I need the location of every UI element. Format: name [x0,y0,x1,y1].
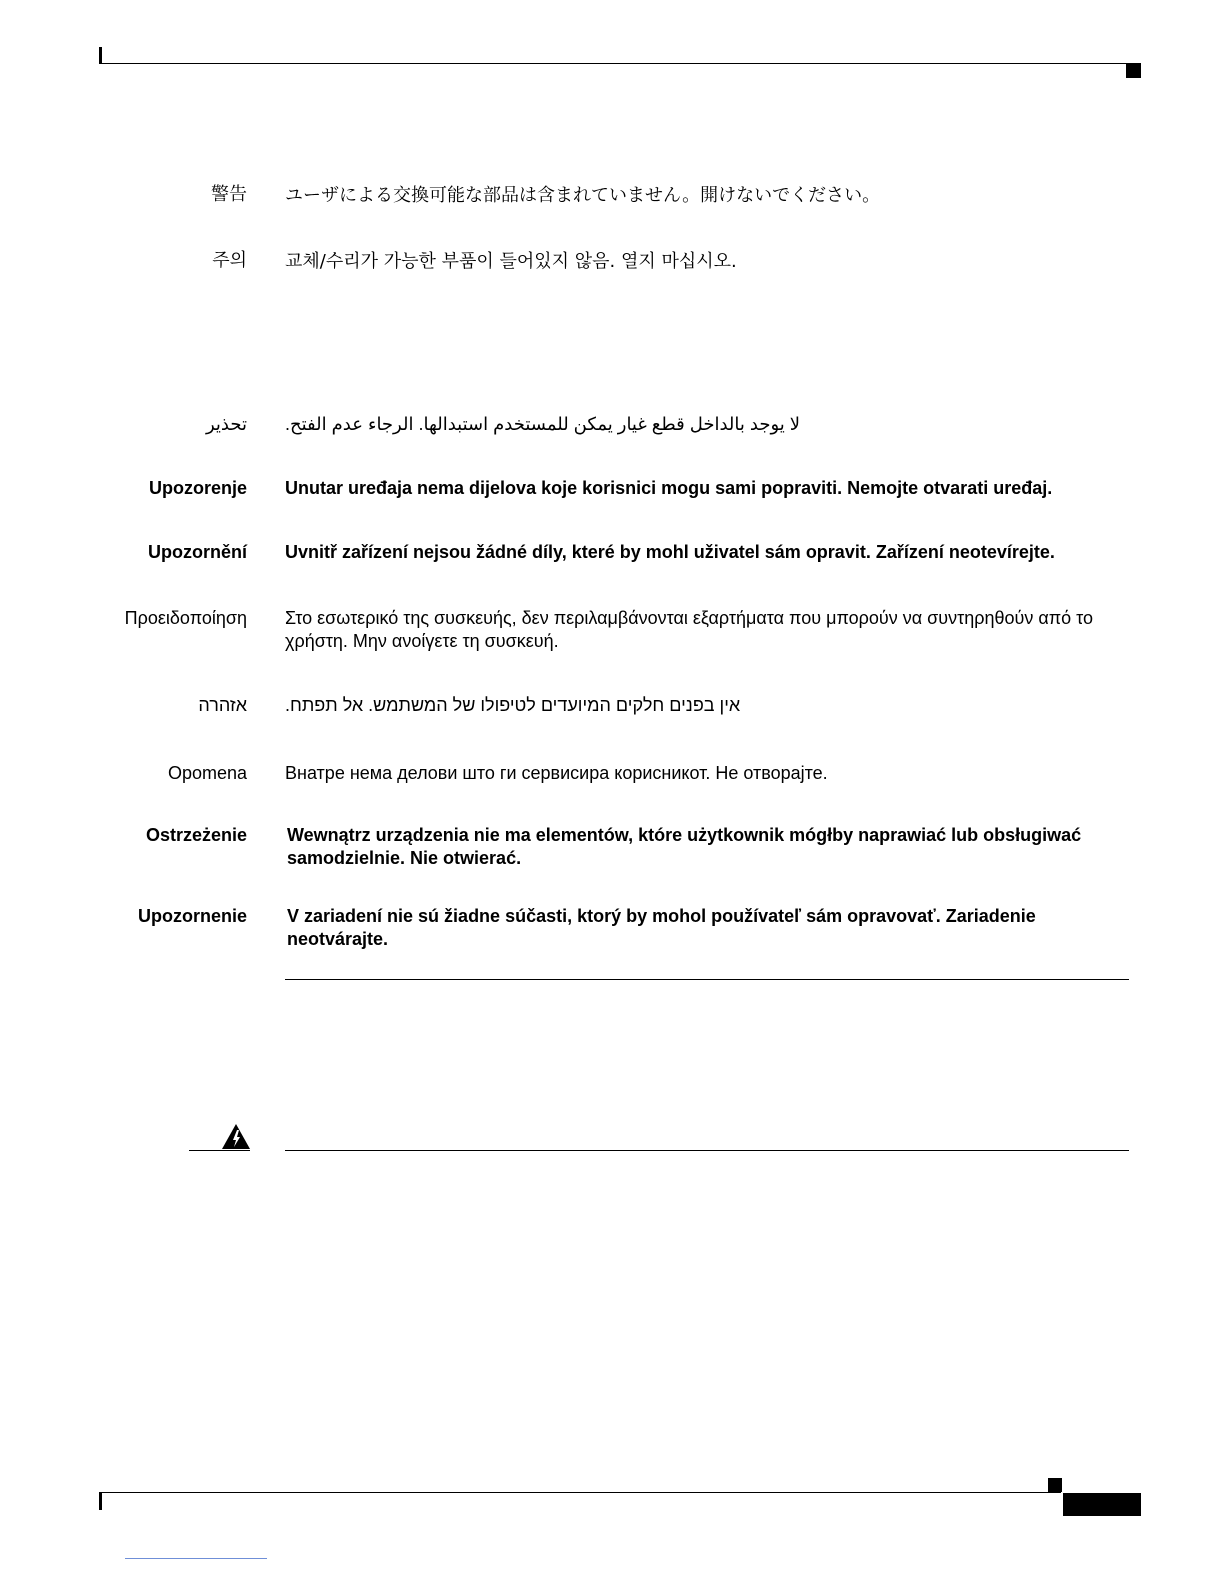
footer-link-underline[interactable] [125,1558,267,1559]
warning-label: Προειδοποίηση [124,608,247,628]
warning-text: ユーザによる交換可能な部品は含まれていません。開けないでください。 [285,185,881,206]
warning-label: Upozorenje [148,478,247,498]
warning-label: 주의 [212,250,247,271]
warning-text: Uvnitř zařízení nejsou žádné díly, které by mohl uživatel sám opravit. Zařízení neotevírejte. [285,542,1055,562]
warning-text: V zariadení nie sú žiadne súčasti, ktorý by mohol používateľ sám opravovať. Zariadenie neotvárajte. [287,906,1036,949]
warning-text: Wewnątrz urządzenia nie ma elementów, które użytkownik mógłby naprawiać lub obsługiwać samodzielnie. Nie otwierać. [287,825,1082,868]
footer-rule [99,1492,1061,1493]
warning-text: 교체/수리가 가능한 부품이 들어있지 않음. 열지 마십시오. [285,251,737,272]
warning-text: Στο εσωτερικό της συσκευής, δεν περιλαμβάνονται εξαρτήματα που μπορούν να συντηρηθούν από το χρήστη. Μην ανοίγετε τη συσκευή. [285,608,1094,651]
warning-label: تحذير [205,414,247,434]
warning-text: Внатре нема делови што ги сервисира корисникот. Не отворајте. [285,763,828,783]
footer-square [1048,1478,1062,1492]
warning-label: Opomena [167,763,247,783]
warning-label: Upozornenie [137,906,247,926]
warning-text: Unutar uređaja nema dijelova koje korisnici mogu sami popraviti. Nemojte otvarati uređaj. [285,478,1053,498]
warning-end-rule [285,979,1129,980]
warning-text: لا يوجد بالداخل قطع غيار يمكن للمستخدم استبدالها. الرجاء عدم الفتح. [285,414,801,434]
warning-label: אזהרה [198,695,247,715]
warning-text: אין בפנים חלקים המיועדים לטיפולו של המשתמש. אל תפתח. [285,695,741,715]
header-rule [99,63,1141,64]
warning-label: 警告 [211,184,247,205]
header-square [1126,64,1141,78]
next-warning-rule [285,1150,1129,1151]
header-tick [99,47,102,64]
icon-underline [189,1150,250,1151]
warning-label: Ostrzeżenie [145,825,247,845]
footer-tick [99,1493,102,1510]
warning-label: Upozornění [148,542,247,562]
footer-page-tab [1063,1493,1141,1516]
warning-lightning-icon [189,1121,251,1151]
